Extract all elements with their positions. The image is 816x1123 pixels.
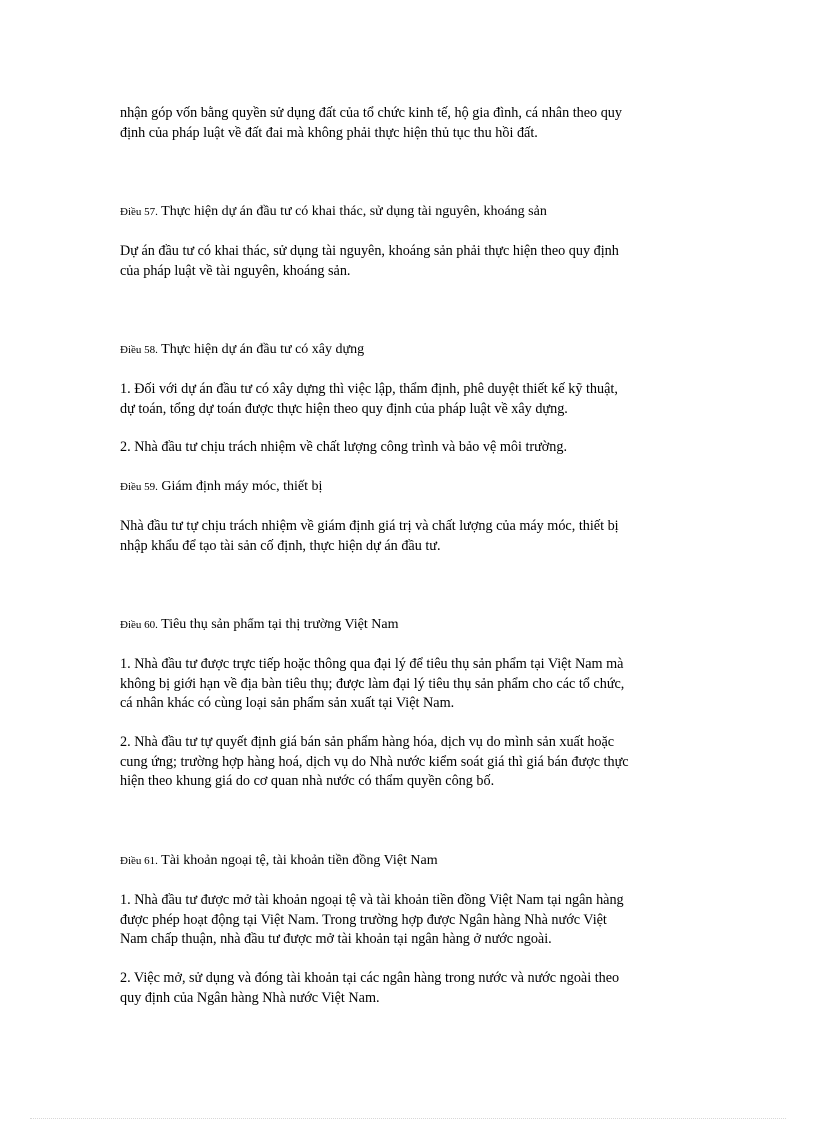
article-60-paragraph-2: 2. Nhà đầu tư tự quyết định giá bán sản phẩm hàng hóa, dịch vụ do mình sản xuất hoặc cung ứng; trường hợp hàng hoá, dịch vụ do Nhà nước kiểm soát giá thì giá bán được thực hiện theo khung giá do cơ quan nhà nước có thẩm quyền công bố. [120,734,629,789]
article-58-paragraph-2: 2. Nhà đầu tư chịu trách nhiệm về chất lượng công trình và bảo vệ môi trường. [120,439,568,455]
article-59-heading [120,477,700,497]
article-60-paragraph-1: 1. Nhà đầu tư được trực tiếp hoặc thông qua đại lý để tiêu thụ sản phẩm tại Việt Nam mà không bị giới hạn về địa bàn tiêu thụ; được làm đại lý tiêu thụ sản phẩm cho các tổ chức, cá nhân khác có cùng loại sản phẩm sản xuất tại Việt Nam. [120,656,625,711]
article-57-number: Điều 57. [120,206,158,218]
article-57-title: Thực hiện dự án đầu tư có khai thác, sử dụng tài nguyên, khoáng sản [161,204,547,219]
article-61-paragraph-2: 2. Việc mở, sử dụng và đóng tài khoản tại các ngân hàng trong nước và nước ngoài theo quy định của Ngân hàng Nhà nước Việt Nam. [120,970,620,1006]
article-58-heading [120,340,700,360]
article-60-title: Tiêu thụ sản phẩm tại thị trường Việt Nam [161,617,399,632]
article-57-heading [120,202,700,222]
article-59-paragraph-1: Nhà đầu tư tự chịu trách nhiệm về giám định giá trị và chất lượng của máy móc, thiết bị nhập khẩu để tạo tài sản cố định, thực hiện dự án đầu tư. [120,518,619,554]
article-57-paragraph-1: Dự án đầu tư có khai thác, sử dụng tài nguyên, khoáng sản phải thực hiện theo quy định của pháp luật về tài nguyên, khoáng sản. [120,243,619,279]
document-page [120,0,700,1123]
article-58-paragraph-1: 1. Đối với dự án đầu tư có xây dựng thì việc lập, thẩm định, phê duyệt thiết kế kỹ thuật, dự toán, tổng dự toán được thực hiện theo quy định của pháp luật về xây dựng. [120,381,618,417]
article-61-heading [120,851,700,871]
article-61-number: Điều 61. [120,855,158,867]
article-58-number: Điều 58. [120,344,158,356]
article-61-paragraph-1: 1. Nhà đầu tư được mở tài khoản ngoại tệ và tài khoản tiền đồng Việt Nam tại ngân hàng được phép hoạt động tại Việt Nam. Trong trường hợp được Ngân hàng Nhà nước Việt Nam chấp thuận, nhà đầu tư được mở tài khoản tại ngân hàng ở nước ngoài. [120,892,624,947]
article-59-title: Giám định máy móc, thiết bị [161,479,323,494]
intro-paragraph: nhận góp vốn bằng quyền sử dụng đất của tổ chức kinh tế, hộ gia đình, cá nhân theo quy định của pháp luật về đất đai mà không phải thực hiện thủ tục thu hồi đất. [120,105,622,141]
article-60-number: Điều 60. [120,619,158,631]
article-58-title: Thực hiện dự án đầu tư có xây dựng [161,342,365,357]
article-60-heading [120,615,700,635]
article-59-number: Điều 59. [120,481,158,493]
page-bottom-divider [30,1118,786,1119]
article-61-title: Tài khoản ngoại tệ, tài khoản tiền đồng Việt Nam [161,853,438,868]
